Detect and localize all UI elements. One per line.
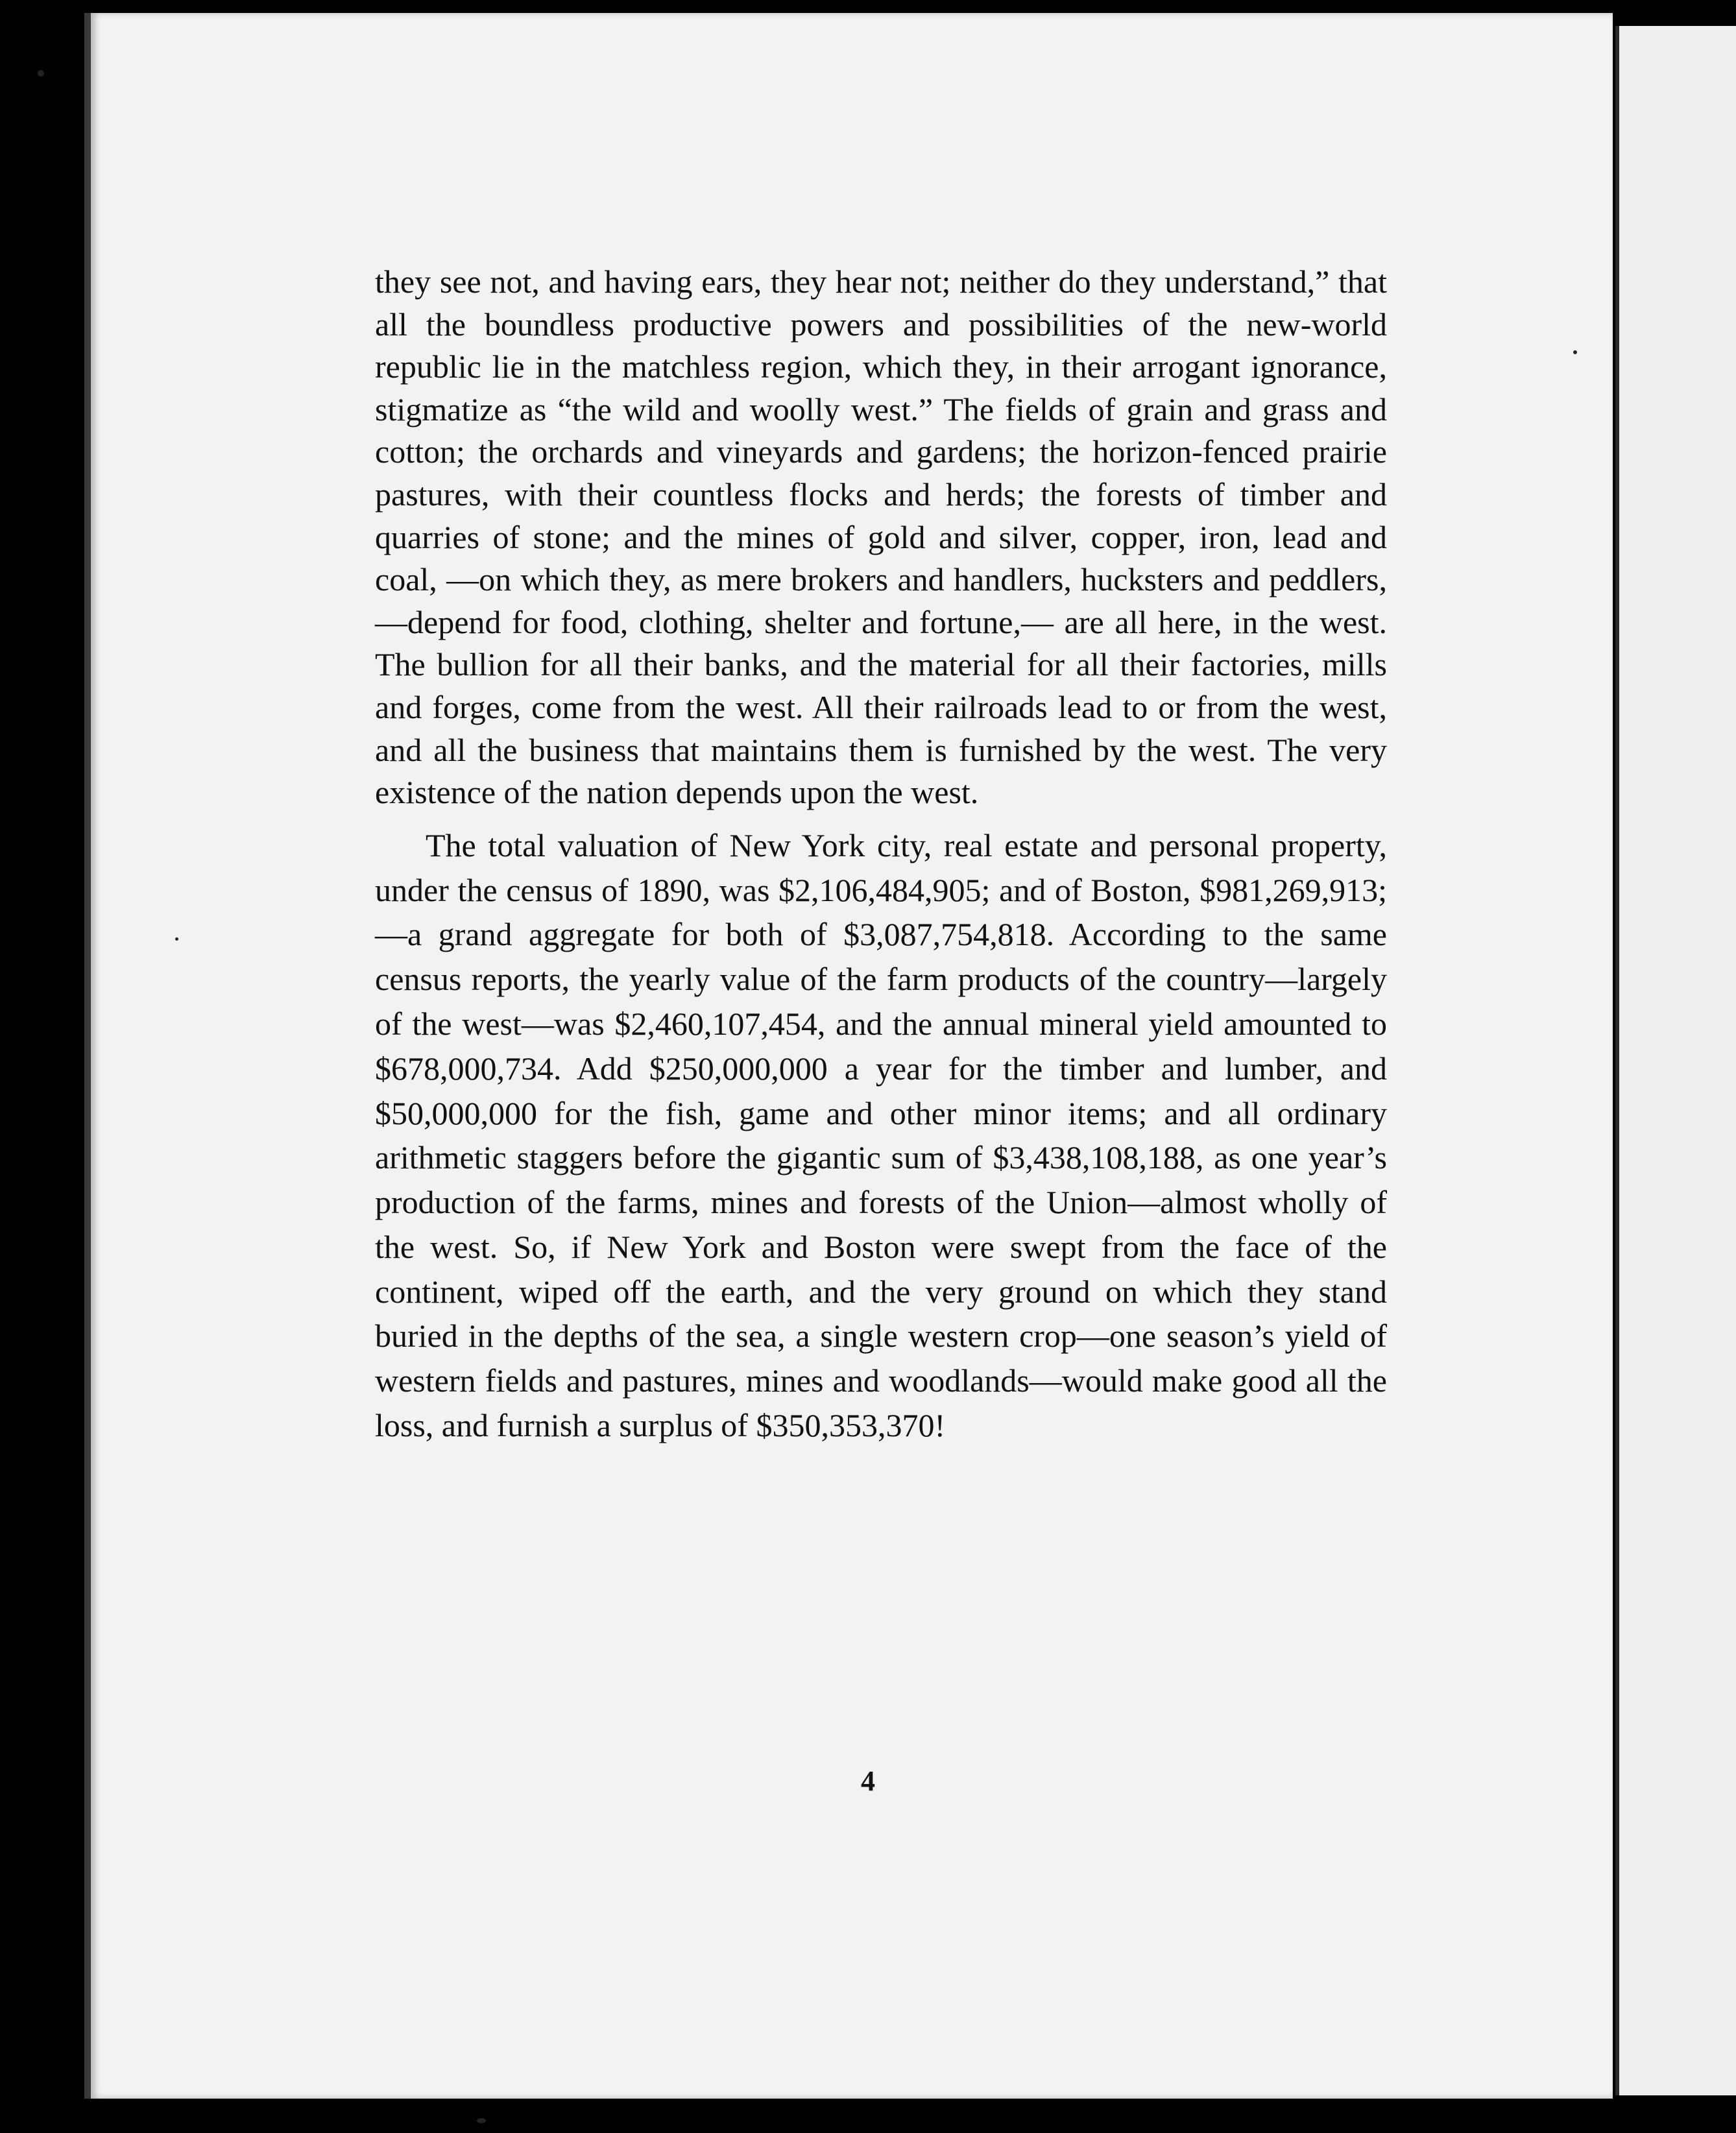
page-number: 4 xyxy=(861,1765,875,1797)
scan-speck xyxy=(38,70,44,77)
scan-speck xyxy=(477,2118,486,2123)
paragraph-2: The total valuation of New York city, real estate and personal property, under the census of 1890, was $2,106,484,905; and of Boston, $981,269,913;—a grand aggregate for both of $3,087,754,818. According to the same census reports, the yearly value of the farm products of the country—largely of the west—was $2,460,107,454, and the annual mineral yield amounted to $678,000,734. Add $250,000,000 a year for the timber and lumber, and $50,000,000 for the fish, game and other minor items; and all ordinary arithmetic staggers before the gigantic sum of $3,438,108,188, as one year’s production of the farms, mines and forests of the Union—almost wholly of the west. So, if New York and Boston were swept from the face of the continent, wiped off the earth, and the very ground on which they stand buried in the depths of the sea, a single western crop—one season’s yield of western fields and pastures, mines and woodlands—would make good all the loss, and furnish a surplus of $350,353,370! xyxy=(375,826,1387,1444)
paragraph-1: they see not, and having ears, they hear not; neither do they understand,” that all the boundless productive powers and possibilities of the new-world republic lie in the matchless region, which they, in their arrogant ignorance, stigmatize as “the wild and woolly west.” The fields of grain and grass and cotton; the orchards and vineyards and gardens; the horizon-fenced prairie pastures, with their countless flocks and herds; the forests of timber and quarries of stone; and the mines of gold and silver, copper, iron, lead and coal, —on which they, as mere brokers and handlers, hucksters and peddlers,—depend for food, clothing, shelter and fortune,— are all here, in the west. The bullion for all their banks, and the material for all their factories, mills and forges, come from the west. All their railroads lead to or from the west, and all the business that maintains them is furnished by the west. The very existence of the nation depends upon the west. xyxy=(375,263,1387,811)
scan-speck xyxy=(1573,350,1577,354)
scan-speck xyxy=(175,937,178,941)
body-text xyxy=(375,261,1387,1448)
